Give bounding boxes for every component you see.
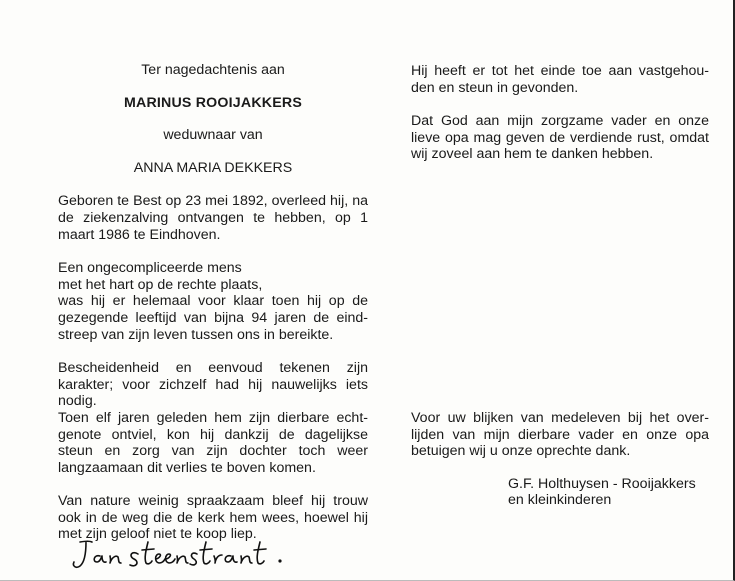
family-signature-1: G.F. Holthuysen - Rooijakkers [508, 475, 696, 492]
left-column [58, 62, 368, 543]
widower-paragraph: Toen elf jaren geleden hem zijn dierbare echt-genote ontviel, kon hij dankzij de dagelijkse steun en zorg van zijn dochter toch weer langzaamaan dit verlies te boven komen. [58, 409, 368, 476]
faith-paragraph: Van nature weinig spraakzaam bleef hij trouw ook in de weg die de kerk hem wees, hoewel hij met zijn geloof niet te koop liep. [58, 493, 368, 543]
intro-line: Ter nagedachtenis aan [141, 62, 285, 78]
deceased-name: MARINUS ROOIJAKKERS [123, 94, 302, 111]
handwritten-signature [66, 536, 296, 572]
signature-icon [66, 536, 296, 572]
character-line-1: Een ongecompliceerde mens [58, 260, 242, 277]
thanks-paragraph: Voor uw blijken van medeleven bij het over-lijden van mijn dierbare vader en onze opa betuigen wij u onze oprechte dank. [411, 409, 709, 460]
relation-line: weduwnaar van [163, 127, 263, 144]
character-line-2: met het hart op de rechte plaats, [58, 276, 263, 293]
faith-continuation-paragraph: Hij heeft er tot het einde toe aan vastgehou-den en steun in gevonden. [411, 63, 709, 96]
spouse-name: ANNA MARIA DEKKERS [133, 159, 293, 176]
character-paragraph: was hij er helemaal voor klaar toen hij op de gezegende leeftijd van bijna 94 jaren de eind-streep van zijn leven tussen ons in bereikte. [58, 293, 368, 343]
right-column [411, 63, 709, 509]
prayer-paragraph: Dat God aan mijn zorgzame vader en onze lieve opa mag geven de verdiende rust, omdat wij zoveel aan hem te danken hebben. [411, 113, 709, 163]
modesty-paragraph: Bescheidenheid en eenvoud tekenen zijn karakter; voor zichzelf had hij nauwelijks iets nodig. [58, 360, 368, 410]
birth-death-paragraph: Geboren te Best op 23 mei 1892, overleed hij, na de ziekenzalving ontvangen te hebben, op 1 maart 1986 te Eindhoven. [58, 193, 368, 243]
family-signature-2: en kleinkinderen [508, 492, 612, 509]
